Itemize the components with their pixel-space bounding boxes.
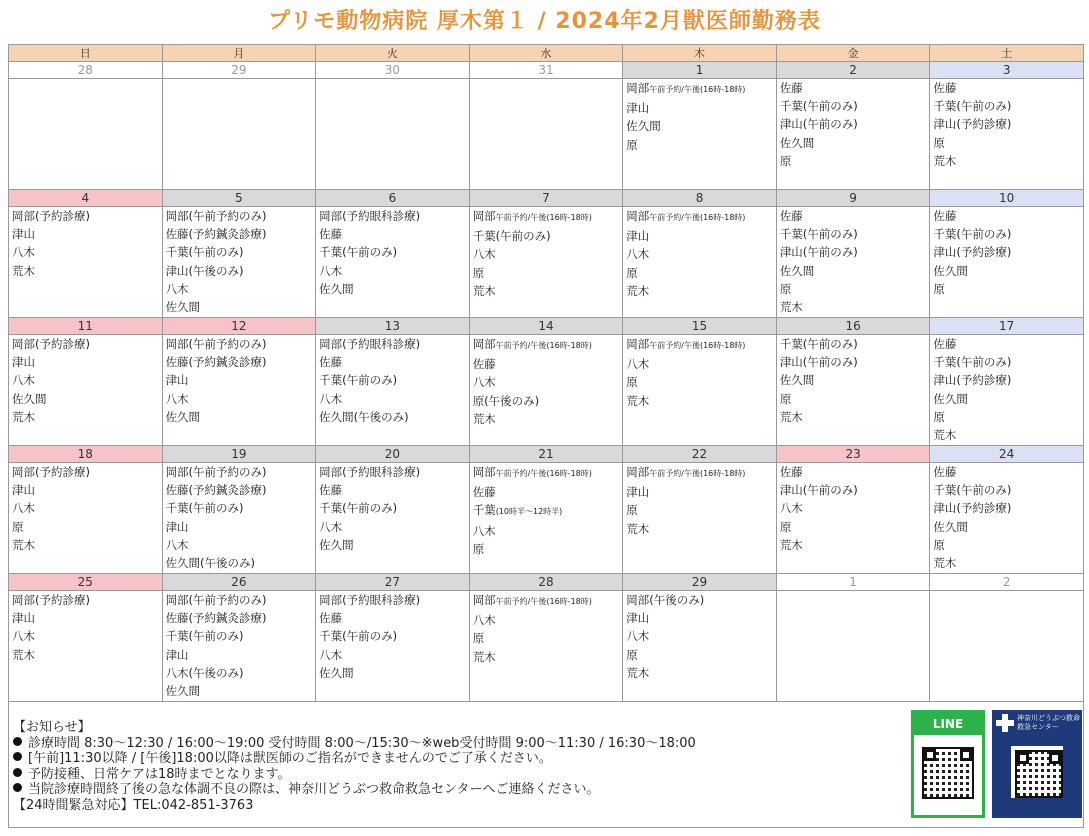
- vet-entry: 荒木: [626, 665, 650, 680]
- vet-entry: 岡部(予約診療): [12, 465, 90, 479]
- vet-entry: 佐久間: [779, 263, 815, 278]
- day-number: 22: [623, 446, 776, 463]
- notice-item: 当院診療時間終了後の急な体調不良の際は、神奈川どうぶつ救命救急センターへご連絡ください。: [13, 782, 893, 798]
- vet-entry: 八木: [472, 613, 496, 628]
- vet-entry: 佐久間: [319, 281, 354, 296]
- vet-entry: 佐久間: [319, 537, 354, 552]
- vet-entry: 岡部(午後のみ): [626, 593, 705, 607]
- calendar-day-cell: [776, 190, 930, 318]
- vet-entry: 荒木: [779, 300, 803, 315]
- day-number: 1: [623, 62, 776, 79]
- vet-note: 午前予約/午後(16時-18時): [649, 469, 746, 478]
- vet-entry: 津山(午前のみ): [779, 117, 858, 132]
- weekday-header: 火: [316, 45, 470, 62]
- calendar-day-cell: [623, 62, 777, 190]
- vet-entry: 佐久間(午後のみ): [165, 556, 256, 571]
- vet-entry: 津山: [626, 101, 650, 116]
- day-number: 3: [930, 62, 1083, 79]
- calendar-day-cell: [9, 62, 163, 190]
- notice-heading: 【お知らせ】: [13, 720, 91, 735]
- vet-entry: 八木: [165, 391, 189, 406]
- vet-entry: 原: [933, 537, 945, 552]
- notice-item: 予防接種、日常ケアは18時までとなります。: [13, 767, 893, 783]
- vet-entry: 原: [626, 137, 638, 152]
- vet-entry: 津山: [12, 355, 35, 370]
- vet-entry: 八木: [319, 647, 343, 662]
- calendar-day-cell: [162, 190, 316, 318]
- vet-entry: 原: [626, 375, 638, 390]
- notice-item: [午前]11:30以降 / [午後]18:00以降は獣医師のご指名ができませんのでご了承ください。: [13, 751, 893, 767]
- vet-entry: 佐藤(予約鍼灸診療): [165, 355, 267, 370]
- vet-entry: 岡部(午前予約のみ): [165, 593, 267, 607]
- vet-name: 岡部: [626, 81, 650, 95]
- vet-entry: 千葉(午前のみ): [933, 99, 1012, 114]
- vet-entry: 佐藤: [933, 209, 957, 223]
- vet-entry: 佐藤(予約鍼灸診療): [165, 611, 267, 626]
- vet-entry: 原(午後のみ): [472, 393, 540, 408]
- calendar-day-cell: [162, 574, 316, 702]
- vet-entry: 八木: [165, 537, 189, 552]
- vet-entry: [470, 335, 623, 355]
- kanagawa-qr-code-icon: [1015, 750, 1063, 798]
- vet-note: 午前予約/午後(16時-18時): [495, 597, 592, 606]
- vet-entry: 千葉(午前のみ): [319, 245, 398, 260]
- calendar-day-cell: [469, 318, 623, 446]
- calendar-day-cell: [930, 190, 1084, 318]
- schedule-calendar: [8, 44, 1084, 702]
- vet-entry: 千葉(午前のみ): [779, 337, 858, 351]
- vet-entry: 千葉(午前のみ): [779, 99, 858, 114]
- day-number: 2: [930, 574, 1083, 591]
- calendar-day-cell: [9, 318, 163, 446]
- medical-cross-icon: [996, 714, 1014, 732]
- vet-note: 午前予約/午後(16時-18時): [495, 213, 592, 222]
- vet-entry: 佐藤: [319, 227, 343, 242]
- day-number: 5: [163, 190, 316, 207]
- vet-entry: 津山(予約診療): [933, 501, 1012, 516]
- vet-entry: 荒木: [933, 556, 957, 571]
- calendar-day-cell: [162, 446, 316, 574]
- calendar-day-cell: [776, 62, 930, 190]
- vet-entry: [623, 463, 776, 483]
- day-number: 9: [777, 190, 930, 207]
- vet-entry: 原: [933, 281, 945, 296]
- vet-entry: 佐久間: [779, 135, 815, 150]
- vet-entry: 千葉(午前のみ): [319, 501, 398, 516]
- vet-entry: 佐藤: [933, 465, 957, 479]
- bullet-icon: [13, 752, 22, 761]
- vet-entry: 八木: [626, 247, 650, 262]
- vet-entry: 佐久間: [933, 391, 968, 406]
- vet-name: 岡部: [472, 337, 496, 351]
- vet-entry: 佐久間: [933, 519, 968, 534]
- vet-entry: 岡部(午前予約のみ): [165, 209, 267, 223]
- vet-entry: 八木: [12, 245, 35, 260]
- vet-entry: 八木: [319, 263, 343, 278]
- day-number: 30: [316, 62, 469, 79]
- vet-entry: 津山: [626, 485, 650, 500]
- vet-entry: 八木: [472, 375, 496, 390]
- weekday-header: 水: [469, 45, 623, 62]
- vet-entry: 八木: [626, 629, 650, 644]
- vet-entry: 佐藤: [472, 357, 496, 372]
- calendar-day-cell: [316, 574, 470, 702]
- vet-entry: 岡部(午前予約のみ): [165, 465, 267, 479]
- vet-entry: 岡部(予約診療): [12, 209, 90, 223]
- vet-name: 岡部: [472, 465, 496, 479]
- day-number: 27: [316, 574, 469, 591]
- emergency-contact: 【24時間緊急対応】TEL:042-851-3763: [13, 797, 254, 813]
- calendar-day-cell: [9, 190, 163, 318]
- vet-entry: 八木: [472, 523, 496, 538]
- vet-entry: 原: [779, 519, 792, 534]
- vet-entry: 佐久間: [165, 684, 201, 699]
- vet-entry: 佐久間: [933, 263, 968, 278]
- vet-note: 午前予約/午後(16時-18時): [495, 341, 592, 350]
- vet-entry: 岡部(予約診療): [12, 593, 90, 607]
- vet-entry: [470, 501, 623, 521]
- vet-entry: 岡部(予約眼科診療): [319, 593, 421, 607]
- day-number: 19: [163, 446, 316, 463]
- vet-entry: 千葉(午前のみ): [933, 355, 1012, 370]
- vet-entry: 荒木: [626, 521, 650, 536]
- bullet-icon: [13, 768, 22, 777]
- calendar-day-cell: [469, 190, 623, 318]
- vet-entry: 荒木: [12, 647, 35, 662]
- vet-note: 午前予約/午後(16時-18時): [495, 469, 592, 478]
- day-number: 13: [316, 318, 469, 335]
- vet-entry: 八木: [12, 501, 35, 516]
- vet-entry: 津山: [12, 483, 35, 498]
- weekday-header: 木: [623, 45, 777, 62]
- vet-entry: 八木: [779, 501, 803, 516]
- vet-entry: 津山: [165, 373, 189, 388]
- vet-entry: 岡部(予約眼科診療): [319, 209, 421, 223]
- vet-entry: 津山(午後のみ): [165, 263, 244, 278]
- weekday-header: 月: [162, 45, 316, 62]
- vet-entry: 佐久間: [626, 119, 661, 134]
- calendar-day-cell: [162, 318, 316, 446]
- vet-entry: 荒木: [933, 428, 957, 443]
- calendar-day-cell: [623, 574, 777, 702]
- vet-entry: 八木: [12, 373, 35, 388]
- day-number: 2: [777, 62, 930, 79]
- vet-name: 千葉: [472, 503, 496, 518]
- page-title: プリモ動物病院 厚木第１ / 2024年2月獣医師勤務表: [268, 9, 821, 34]
- vet-entry: 岡部(予約眼科診療): [319, 337, 421, 351]
- vet-entry: 八木(午後のみ): [165, 665, 244, 680]
- day-number: 1: [777, 574, 930, 591]
- vet-entry: 佐藤: [933, 81, 957, 95]
- vet-note: 午前予約/午後(16時-18時): [649, 341, 746, 350]
- calendar-day-cell: [623, 318, 777, 446]
- vet-entry: 佐藤: [319, 483, 343, 498]
- calendar-week: [9, 190, 1084, 318]
- calendar-day-cell: [930, 62, 1084, 190]
- calendar-day-cell: [469, 62, 623, 190]
- kanagawa-emergency-card[interactable]: [992, 710, 1082, 818]
- vet-entry: 津山: [165, 519, 189, 534]
- calendar-day-cell: [9, 446, 163, 574]
- day-number: 14: [470, 318, 623, 335]
- vet-name: 岡部: [626, 337, 650, 351]
- day-number: 26: [163, 574, 316, 591]
- calendar-day-cell: [623, 446, 777, 574]
- vet-entry: 佐藤(予約鍼灸診療): [165, 483, 267, 498]
- bullet-icon: [13, 783, 22, 792]
- vet-entry: 津山(予約診療): [933, 117, 1012, 132]
- day-number: 28: [9, 62, 162, 79]
- vet-entry: 八木: [626, 357, 650, 372]
- vet-entry: 佐藤: [319, 355, 343, 370]
- calendar-week: [9, 62, 1084, 190]
- vet-entry: 荒木: [933, 153, 957, 168]
- vet-entry: 津山(午前のみ): [779, 355, 858, 370]
- vet-entry: 原: [626, 503, 638, 518]
- day-number: 7: [470, 190, 623, 207]
- vet-entry: 津山: [626, 229, 650, 244]
- day-number: 6: [316, 190, 469, 207]
- calendar-day-cell: [316, 318, 470, 446]
- vet-entry: 津山: [12, 227, 35, 242]
- vet-entry: 千葉(午前のみ): [779, 227, 858, 242]
- vet-entry: 荒木: [779, 409, 803, 424]
- vet-entry: 佐藤: [933, 337, 957, 351]
- day-number: 10: [930, 190, 1083, 207]
- vet-entry: 原: [779, 281, 792, 296]
- vet-note: 午前予約/午後(16時-18時): [649, 213, 746, 222]
- vet-entry: 岡部(予約眼科診療): [319, 465, 421, 479]
- day-number: 4: [9, 190, 162, 207]
- day-number: 21: [470, 446, 623, 463]
- calendar-day-cell: [623, 190, 777, 318]
- vet-entry: 津山(午前のみ): [779, 483, 858, 498]
- vet-entry: 荒木: [12, 263, 35, 278]
- vet-entry: 津山: [12, 611, 35, 626]
- vet-note: (10時半～12時半): [495, 507, 563, 517]
- vet-entry: 津山: [626, 611, 650, 626]
- vet-entry: 原: [779, 153, 792, 168]
- day-number: 8: [623, 190, 776, 207]
- calendar-day-cell: [776, 446, 930, 574]
- vet-entry: 岡部(午前予約のみ): [165, 337, 267, 351]
- vet-entry: 原: [472, 631, 485, 646]
- vet-entry: 千葉(午前のみ): [472, 229, 551, 244]
- calendar-day-cell: [776, 574, 930, 702]
- vet-entry: 千葉(午前のみ): [933, 227, 1012, 242]
- vet-entry: 原: [12, 519, 24, 534]
- vet-entry: [470, 207, 623, 227]
- vet-entry: 荒木: [12, 409, 35, 424]
- calendar-day-cell: [316, 62, 470, 190]
- day-number: 15: [623, 318, 776, 335]
- vet-entry: 佐久間: [779, 373, 815, 388]
- vet-entry: 千葉(午前のみ): [933, 483, 1012, 498]
- day-number: 29: [163, 62, 316, 79]
- vet-entry: 佐藤: [319, 611, 343, 626]
- vet-entry: 佐久間: [12, 391, 47, 406]
- vet-entry: 佐藤: [472, 485, 496, 500]
- vet-entry: 原: [626, 647, 638, 662]
- vet-entry: 佐久間: [319, 665, 354, 680]
- vet-entry: 八木: [12, 629, 35, 644]
- vet-entry: 荒木: [779, 537, 803, 552]
- vet-entry: 千葉(午前のみ): [319, 373, 398, 388]
- calendar-day-cell: [930, 446, 1084, 574]
- day-number: 18: [9, 446, 162, 463]
- vet-entry: [623, 207, 776, 227]
- vet-entry: 佐藤(予約鍼灸診療): [165, 227, 267, 242]
- day-number: 17: [930, 318, 1083, 335]
- vet-entry: 津山: [165, 647, 189, 662]
- day-number: 29: [623, 574, 776, 591]
- day-number: 25: [9, 574, 162, 591]
- vet-entry: 荒木: [472, 283, 496, 298]
- vet-entry: 岡部(予約診療): [12, 337, 90, 351]
- vet-entry: 佐久間(午後のみ): [319, 409, 409, 424]
- calendar-day-cell: [930, 318, 1084, 446]
- day-number: 12: [163, 318, 316, 335]
- calendar-week: [9, 574, 1084, 702]
- vet-name: 岡部: [626, 465, 650, 479]
- vet-entry: 千葉(午前のみ): [319, 629, 398, 644]
- vet-entry: [623, 79, 776, 99]
- vet-entry: 津山(午前のみ): [779, 245, 858, 260]
- vet-entry: 千葉(午前のみ): [165, 501, 244, 516]
- day-number: 11: [9, 318, 162, 335]
- vet-name: 岡部: [626, 209, 650, 223]
- weekday-header: 日: [9, 45, 163, 62]
- weekday-header: 土: [930, 45, 1084, 62]
- vet-entry: 佐藤: [779, 81, 803, 95]
- day-number: 20: [316, 446, 469, 463]
- vet-entry: 荒木: [12, 537, 35, 552]
- day-number: 31: [470, 62, 623, 79]
- vet-entry: 荒木: [472, 411, 496, 426]
- vet-entry: 津山(予約診療): [933, 373, 1012, 388]
- vet-entry: 原: [933, 135, 945, 150]
- calendar-day-cell: [930, 574, 1084, 702]
- day-number: 16: [777, 318, 930, 335]
- calendar-day-cell: [316, 190, 470, 318]
- vet-entry: [470, 591, 623, 611]
- vet-entry: 佐藤: [779, 465, 803, 479]
- notice-panel: [8, 702, 1084, 828]
- calendar-day-cell: [469, 574, 623, 702]
- vet-entry: 佐久間: [165, 300, 201, 315]
- vet-entry: 原: [933, 409, 945, 424]
- kanagawa-label: 神奈川どうぶつ救命救急センター: [1017, 714, 1080, 731]
- day-number: 23: [777, 446, 930, 463]
- line-label: LINE: [914, 713, 982, 735]
- vet-entry: 荒木: [626, 283, 650, 298]
- calendar-day-cell: [776, 318, 930, 446]
- calendar-day-cell: [162, 62, 316, 190]
- calendar-day-cell: [316, 446, 470, 574]
- vet-entry: 千葉(午前のみ): [165, 245, 244, 260]
- day-number: 28: [470, 574, 623, 591]
- vet-entry: 千葉(午前のみ): [165, 629, 244, 644]
- vet-entry: 佐藤: [779, 209, 803, 223]
- vet-entry: 原: [626, 265, 638, 280]
- vet-entry: 津山(予約診療): [933, 245, 1012, 260]
- day-number: 24: [930, 446, 1083, 463]
- vet-note: 午前予約/午後(16時-18時): [649, 85, 746, 94]
- calendar-week: [9, 446, 1084, 574]
- vet-entry: 原: [472, 265, 485, 280]
- vet-entry: 八木: [472, 247, 496, 262]
- notice-item: 診療時間 8:30～12:30 / 16:00～19:00 受付時間 8:00～/15:30～※web受付時間 9:00～11:30 / 16:30～18:00: [13, 736, 893, 752]
- calendar-day-cell: [469, 446, 623, 574]
- vet-entry: [623, 335, 776, 355]
- vet-entry: 荒木: [626, 393, 650, 408]
- line-qr-card[interactable]: [911, 710, 985, 818]
- vet-name: 岡部: [472, 593, 496, 607]
- vet-entry: [470, 463, 623, 483]
- vet-entry: 原: [779, 391, 792, 406]
- vet-entry: 佐久間: [165, 409, 201, 424]
- calendar-day-cell: [9, 574, 163, 702]
- vet-entry: 八木: [165, 281, 189, 296]
- vet-name: 岡部: [472, 209, 496, 223]
- bullet-icon: [13, 737, 22, 746]
- vet-entry: 八木: [319, 391, 343, 406]
- weekday-header: 金: [776, 45, 930, 62]
- vet-entry: 荒木: [472, 649, 496, 664]
- line-qr-code-icon: [922, 747, 974, 799]
- calendar-week: [9, 318, 1084, 446]
- vet-entry: 原: [472, 541, 485, 556]
- vet-entry: 八木: [319, 519, 343, 534]
